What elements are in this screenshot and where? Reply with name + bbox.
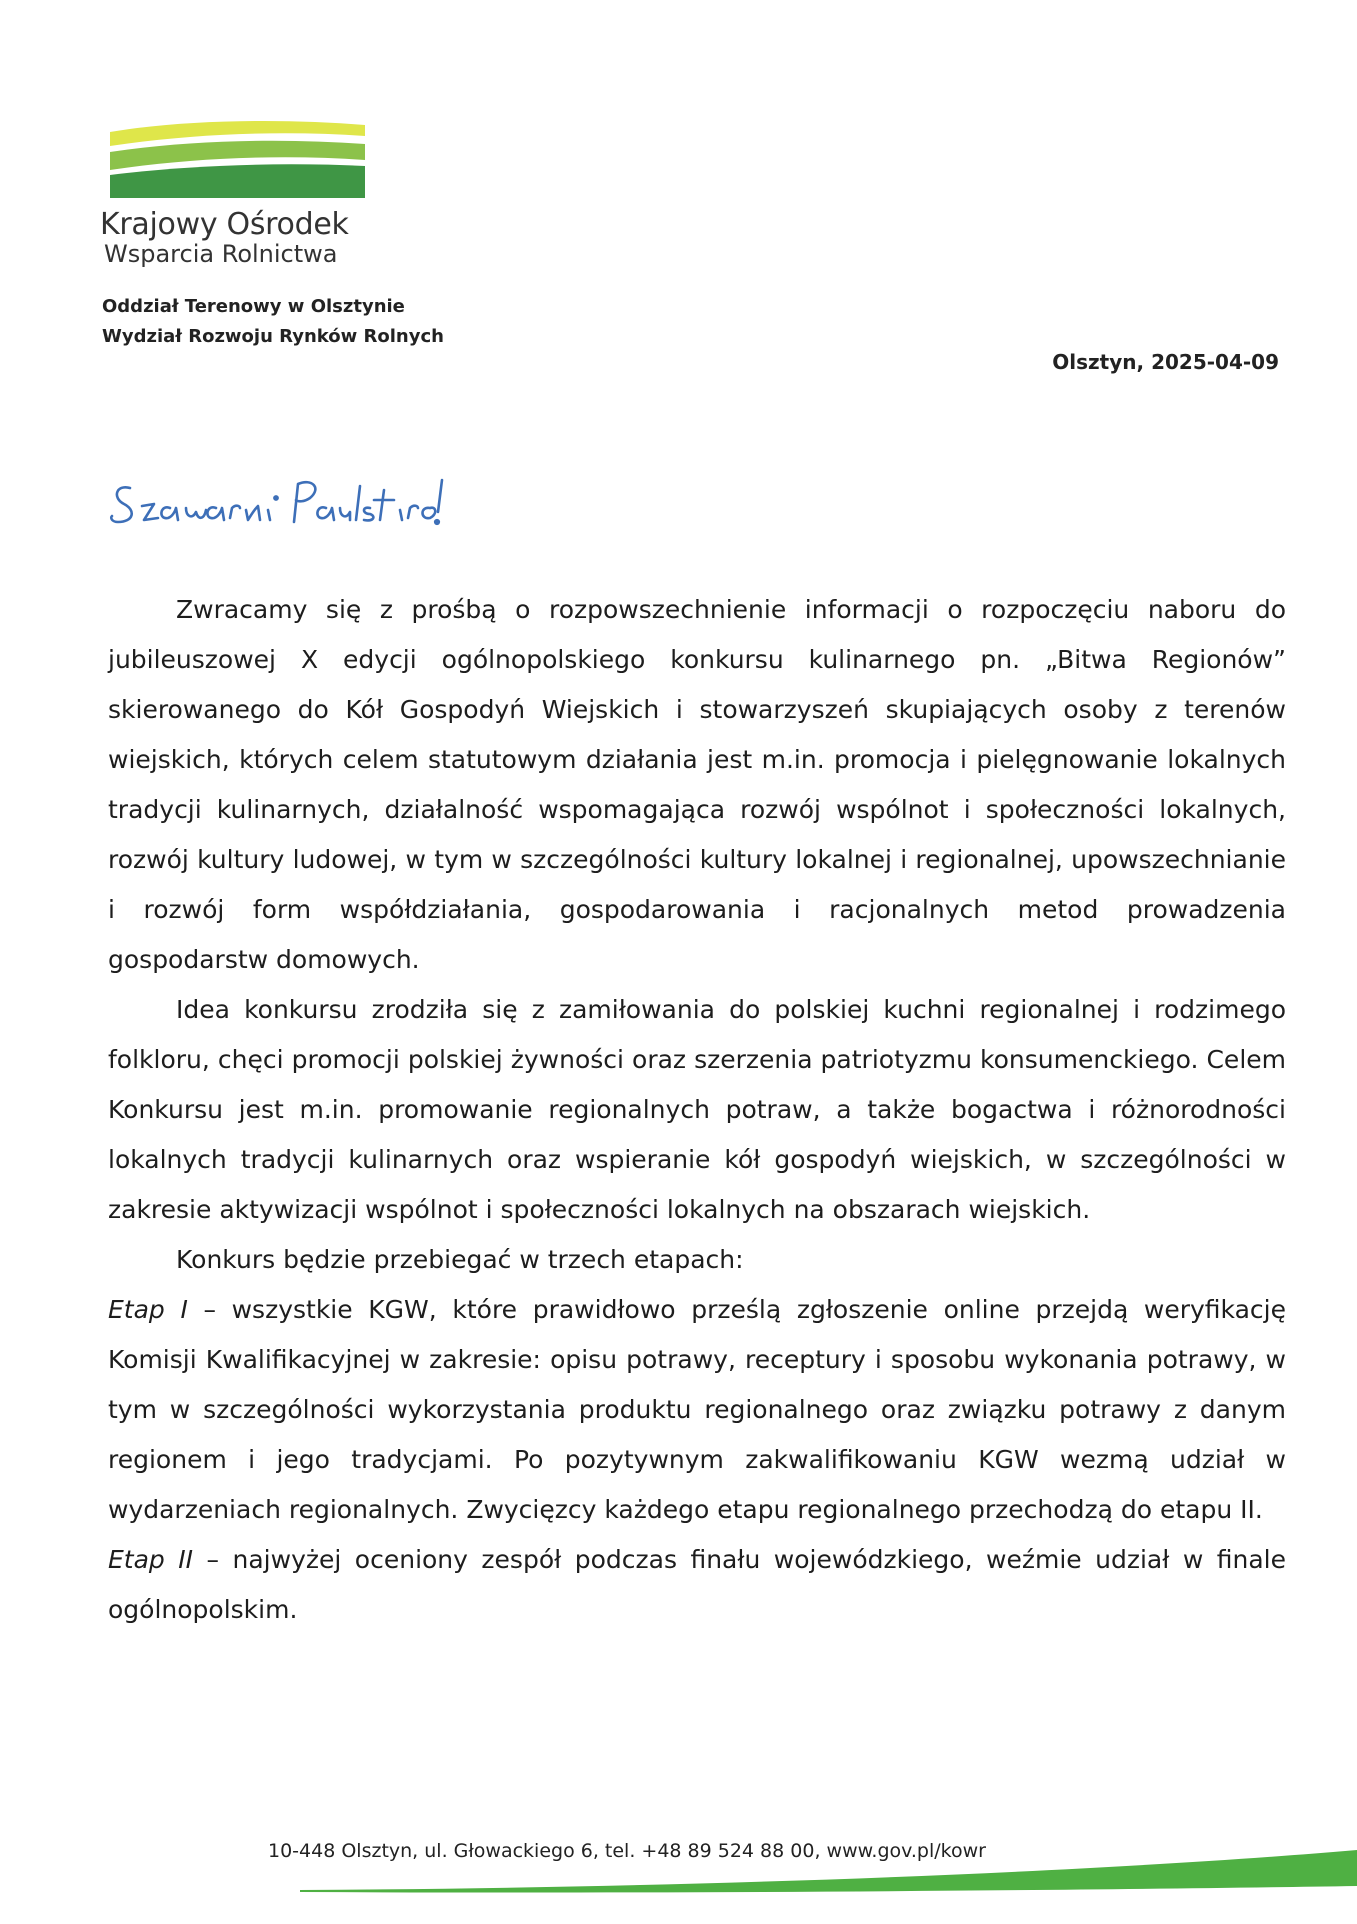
place-date: Olsztyn, 2025-04-09 (1052, 350, 1279, 374)
department-info (102, 292, 444, 352)
organization-name (100, 208, 349, 267)
paragraph-request: Zwracamy się z prośbą o rozpowszechnienie informacji o rozpoczęciu naboru do jubileuszowej X edycji ogólnopolskiego konkursu kulinarnego pn. „Bitwa Regionów” skierowanego do Kół Gospodyń Wiejskich i stowarzyszeń skupiających osoby z terenów wiejskich, których celem statutowym działania jest m.in. promocja i pielęgnowanie lokalnych tradycji kulinarnych, działalność wspomagająca rozwój wspólnot i społeczności lokalnych, rozwój kultury ludowej, w tym w szczególności kultury lokalnej i regionalnej, upowszechnianie i rozwój form współdziałania, gospodarowania i racjonalnych metod prowadzenia gospodarstw domowych. (108, 595, 1286, 974)
stage-1-text: – wszystkie KGW, które prawidłowo prześlą zgłoszenie online przejdą weryfikację Komisji Kwalifikacyjnej w zakresie: opisu potrawy, receptury i sposobu wykonania potrawy, w tym w szczególności wykorzystania produktu regionalnego oraz związku potrawy z danym regionem i jego tradycjami. Po pozytywnym zakwalifikowaniu KGW wezmą udział w wydarzeniach regionalnych. Zwycięzcy każdego etapu regionalnego przechodzą do etapu II. (108, 1295, 1286, 1524)
handwritten-salutation (108, 470, 448, 544)
paragraph-stages-intro: Konkurs będzie przebiegać w trzech etapach: (176, 1245, 744, 1274)
paragraph-stage-2 (108, 1535, 1286, 1635)
org-name-line1: Krajowy Ośrodek (100, 207, 349, 242)
letter-body (108, 585, 1286, 1635)
department-line2: Wydział Rozwoju Rynków Rolnych (102, 326, 444, 347)
stage-2-label: Etap II (108, 1545, 194, 1574)
paragraph-stage-1 (108, 1285, 1286, 1535)
kowr-logo (100, 120, 370, 205)
stage-1-label: Etap I (108, 1295, 188, 1324)
department-line1: Oddział Terenowy w Olsztynie (102, 296, 405, 317)
org-name-line2: Wsparcia Rolnictwa (104, 240, 338, 268)
stage-2-text: – najwyżej oceniony zespół podczas finału wojewódzkiego, weźmie udział w finale ogólnopolskim. (108, 1545, 1286, 1624)
paragraph-idea: Idea konkursu zrodziła się z zamiłowania do polskiej kuchni regionalnej i rodzimego folkloru, chęci promocji polskiej żywności oraz szerzenia patriotyzmu konsumenckiego. Celem Konkursu jest m.in. promowanie regionalnych potraw, a także bogactwa i różnorodności lokalnych tradycji kulinarnych oraz wspieranie kół gospodyń wiejskich, w szczególności w zakresie aktywizacji wspólnot i społeczności lokalnych na obszarach wiejskich. (108, 995, 1286, 1224)
footer-contact: 10-448 Olsztyn, ul. Głowackiego 6, tel. +48 89 524 88 00, www.gov.pl/kowr (268, 1840, 986, 1862)
